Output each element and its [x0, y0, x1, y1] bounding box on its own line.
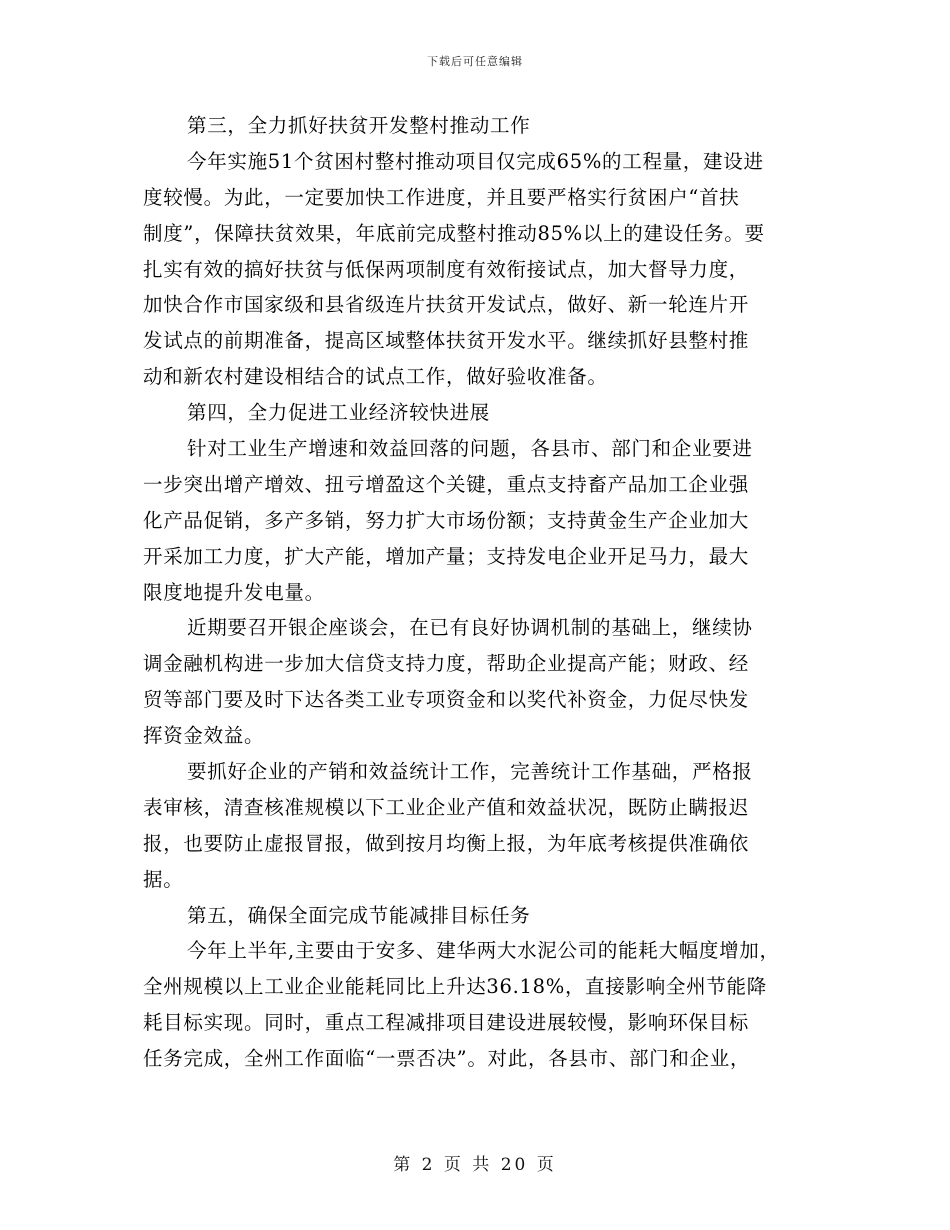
text-line: 扎实有效的搞好扶贫与低保两项制度有效衔接试点，加大督导力度， [143, 257, 750, 281]
text-line: 动和新农村建设相结合的试点工作，做好验收准备。 [143, 365, 608, 389]
text-line: 全州规模以上工业企业能耗同比上升达36.18%，直接影响全州节能降 [143, 975, 767, 999]
text-line: 今年上半年,主要由于安多、建华两大水泥公司的能耗大幅度增加， [187, 939, 780, 963]
text-line: 针对工业生产增速和效益回落的问题，各县市、部门和企业要进 [187, 437, 753, 461]
text-line: 第四，全力促进工业经济较快进展 [187, 401, 491, 425]
text-line: 第五，确保全面完成节能减排目标任务 [187, 903, 531, 927]
text-line: 耗目标实现。同时，重点工程减排项目建设进展较慢，影响环保目标 [143, 1011, 750, 1035]
page-header: 下载后可任意编辑 [427, 55, 523, 68]
text-line: 表审核，清查核准规模以下工业企业产值和效益状况，既防止瞒报迟 [143, 795, 750, 819]
text-line: 一步突出增产增效、扭亏增盈这个关键，重点支持畜产品加工企业强 [143, 472, 750, 496]
text-line: 据。 [143, 867, 184, 891]
text-line: 调金融机构进一步加大信贷支持力度，帮助企业提高产能；财政、经 [143, 652, 750, 676]
text-line: 贸等部门要及时下达各类工业专项资金和以奖代补资金，力促尽快发 [143, 688, 750, 712]
text-line: 制度”，保障扶贫效果，年底前完成整村推动85%以上的建设任务。要 [143, 221, 765, 245]
text-line: 度较慢。为此，一定要加快工作进度，并且要严格实行贫困户“首扶 [143, 185, 740, 209]
text-line: 加快合作市国家级和县省级连片扶贫开发试点，做好、新一轮连片开 [143, 293, 750, 317]
text-line: 挥资金效益。 [143, 724, 265, 748]
text-line: 发试点的前期准备，提高区域整体扶贫开发水平。继续抓好县整村推 [143, 329, 750, 353]
text-line: 今年实施51个贫困村整村推动项目仅完成65%的工程量，建设进 [187, 149, 764, 173]
text-line: 开采加工力度，扩大产能，增加产量；支持发电企业开足马力，最大 [143, 544, 750, 568]
document-body [143, 108, 823, 1077]
page-footer: 第 2 页 共 20 页 [393, 1155, 557, 1175]
text-line: 第三，全力抓好扶贫开发整村推动工作 [187, 114, 531, 137]
text-line: 任务完成，全州工作面临“一票否决”。对此，各县市、部门和企业， [143, 1047, 751, 1071]
text-line: 化产品促销，多产多销，努力扩大市场份额；支持黄金生产企业加大 [143, 508, 750, 532]
text-line: 要抓好企业的产销和效益统计工作，完善统计工作基础，严格报 [187, 760, 753, 784]
text-line: 报，也要防止虚报冒报，做到按月均衡上报，为年底考核提供准确依 [143, 831, 750, 855]
text-line: 近期要召开银企座谈会，在已有良好协调机制的基础上，继续协 [187, 616, 753, 640]
text-line: 限度地提升发电量。 [143, 580, 325, 604]
